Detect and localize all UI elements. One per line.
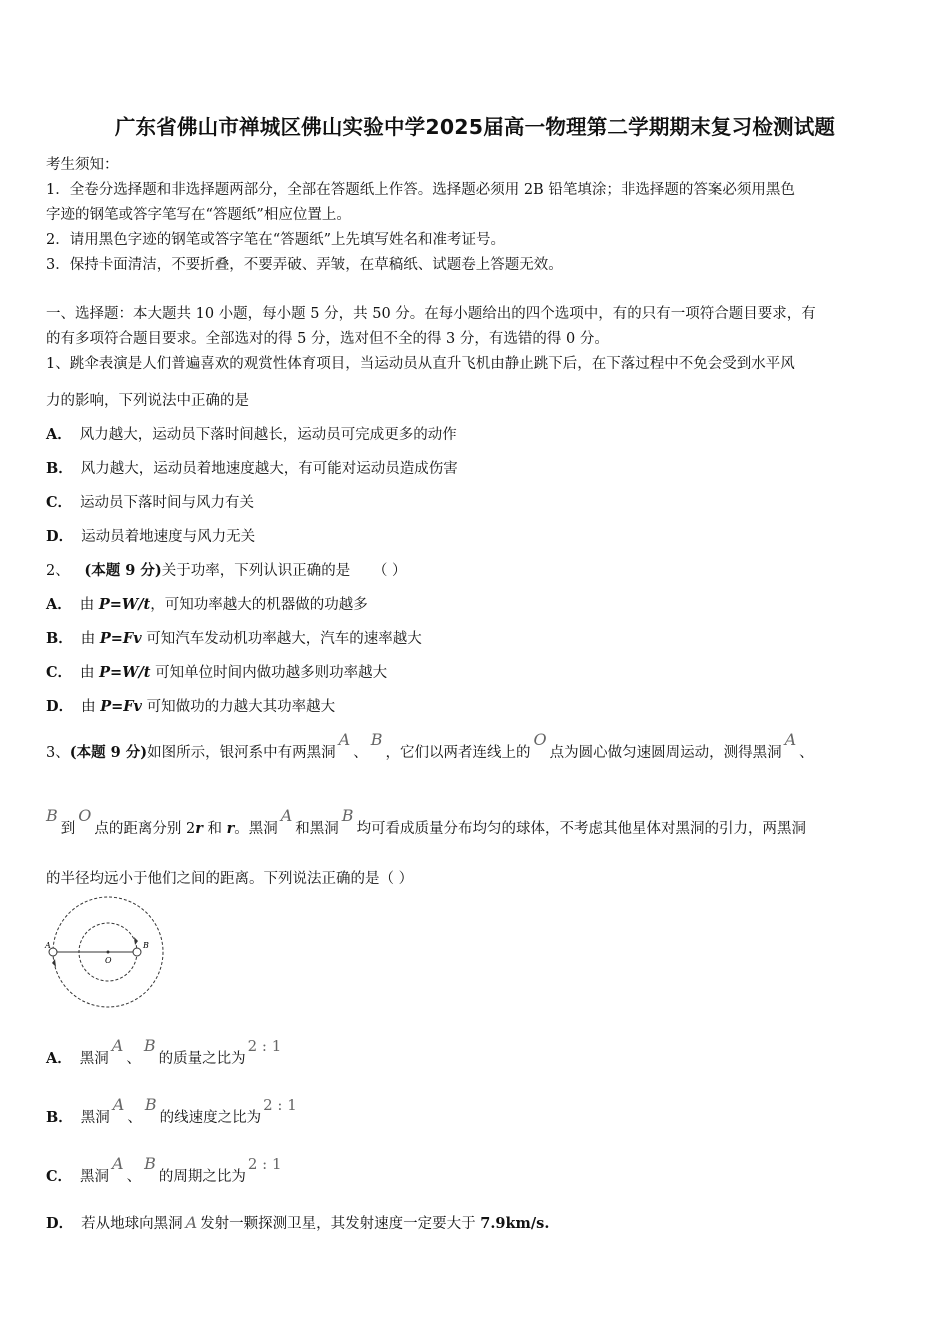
ratio: 2 : 1 bbox=[247, 1155, 282, 1173]
option-key: D． bbox=[46, 698, 74, 715]
arrow-b-icon bbox=[134, 937, 138, 945]
q1-option-c bbox=[46, 491, 254, 512]
var-a: A bbox=[111, 1036, 124, 1055]
notice-item-2: 2．请用黑色字迹的钢笔或答字笔在“答题纸”上先填写姓名和准考证号。 bbox=[46, 232, 506, 248]
q2-option-a bbox=[46, 593, 368, 614]
q2-option-d bbox=[46, 695, 335, 716]
option-text: 、 bbox=[126, 1169, 142, 1185]
q3-text: 、 bbox=[353, 745, 368, 761]
q1-stem-cont: 力的影响，下列说法中正确的是 bbox=[46, 393, 249, 409]
var-o: O bbox=[78, 806, 92, 825]
var-b: B bbox=[144, 1154, 156, 1173]
q3-stem-cont bbox=[46, 806, 807, 838]
var-b: B bbox=[143, 1036, 156, 1055]
var-r: r bbox=[226, 820, 235, 837]
q3-option-c bbox=[46, 1154, 282, 1186]
var-b: B bbox=[46, 806, 58, 825]
option-text: 由 bbox=[79, 597, 99, 613]
q1-stem: 1、跳伞表演是人们普遍喜欢的观赏性体育项目，当运动员从直升飞机由静止跳下后，在下落过程中不免会受到水平风 bbox=[46, 356, 795, 372]
option-text: 、 bbox=[127, 1110, 142, 1126]
q2-option-b bbox=[46, 627, 422, 648]
q3-number: 3、 bbox=[46, 745, 70, 761]
option-key: B． bbox=[46, 630, 73, 647]
var-a: A bbox=[280, 806, 293, 825]
q3-stem bbox=[46, 730, 814, 762]
option-text: 由 bbox=[80, 631, 100, 647]
option-text: 若从地球向黑洞 bbox=[81, 1216, 183, 1232]
q3-score: (本题 9 分) bbox=[69, 744, 148, 761]
option-text: 的质量之比为 bbox=[158, 1051, 246, 1067]
black-hole-b bbox=[133, 948, 141, 956]
var-b: B bbox=[341, 806, 354, 825]
option-key: A． bbox=[46, 1050, 72, 1067]
var-b: B bbox=[370, 730, 383, 749]
q1-option-b bbox=[46, 457, 458, 478]
option-key: A． bbox=[46, 426, 72, 443]
option-key: D． bbox=[46, 1215, 74, 1232]
option-text: ，可知功率越大的机器做的功越多 bbox=[150, 597, 368, 613]
q3-text: 和黑洞 bbox=[295, 821, 339, 837]
option-text: 的周期之比为 bbox=[158, 1169, 246, 1185]
option-text: 黑洞 bbox=[79, 1051, 109, 1067]
speed-value: 7.9km/s. bbox=[480, 1215, 550, 1232]
q3-text: 。黑洞 bbox=[234, 821, 278, 837]
option-key: B． bbox=[46, 460, 73, 477]
var-a: A bbox=[185, 1213, 198, 1232]
option-key: C． bbox=[46, 664, 73, 681]
notice-item-1-cont: 字迹的钢笔或答字笔写在“答题纸”相应位置上。 bbox=[46, 207, 351, 223]
q3-text: ，它们以两者连线上的 bbox=[385, 745, 531, 761]
notice-item-1: 1．全卷分选择题和非选择题两部分，全部在答题纸上作答。选择题必须用 2B 铅笔填涂；非选择题的答案必须用黑色 bbox=[46, 182, 795, 198]
option-text: 的线速度之比为 bbox=[159, 1110, 262, 1126]
q2-score: (本题 9 分) bbox=[84, 562, 162, 579]
arrow-a-icon bbox=[52, 959, 56, 967]
ratio: 2 : 1 bbox=[247, 1037, 282, 1055]
option-text: 可知汽车发动机功率越大，汽车的速率越大 bbox=[141, 631, 422, 647]
q3-text: 和 bbox=[207, 821, 222, 837]
var-r: r bbox=[195, 820, 203, 837]
var-a: A bbox=[112, 1095, 125, 1114]
q2-text: 关于功率，下列认识正确的是 bbox=[161, 563, 351, 579]
option-text: 发射一颗探测卫星，其发射速度一定要大于 bbox=[200, 1216, 481, 1232]
q2-answer-paren: （ ） bbox=[372, 563, 407, 579]
option-key: C． bbox=[46, 1168, 73, 1185]
option-text: 由 bbox=[81, 699, 101, 715]
section-instruction-cont: 的有多项符合题目要求。全部选对的得 5 分，选对但不全的得 3 分，有选错的得 0 分。 bbox=[46, 331, 609, 347]
option-text: 运动员下落时间与风力有关 bbox=[80, 495, 255, 511]
option-key: A． bbox=[46, 596, 72, 613]
section-instruction: 一、选择题：本大题共 10 小题，每小题 5 分，共 50 分。在每小题给出的四个选项中，有的只有一项符合题目要求，有 bbox=[46, 306, 816, 322]
formula: P=W/t bbox=[99, 664, 151, 681]
option-key: C． bbox=[46, 494, 73, 511]
page-title: 广东省佛山市禅城区佛山实验中学2025届高一物理第二学期期末复习检测试题 bbox=[114, 115, 836, 139]
label-a: A bbox=[45, 941, 51, 950]
option-text: 可知单位时间内做功越多则功率越大 bbox=[150, 665, 388, 681]
label-b: B bbox=[143, 941, 149, 950]
option-text: 黑洞 bbox=[80, 1110, 110, 1126]
q3-option-d bbox=[46, 1212, 549, 1233]
center-point bbox=[107, 951, 110, 954]
var-b: B bbox=[144, 1095, 157, 1114]
q3-text: 点的距离分别 2 bbox=[94, 821, 196, 837]
q1-option-d bbox=[46, 525, 255, 546]
formula: P=W/t bbox=[98, 596, 151, 613]
q2-option-c bbox=[46, 661, 387, 682]
q3-text: 点为圆心做匀速圆周运动，测得黑洞 bbox=[549, 745, 782, 761]
var-a: A bbox=[338, 730, 351, 749]
option-text: 运动员着地速度与风力无关 bbox=[81, 529, 256, 545]
formula: P=Fv bbox=[100, 698, 142, 715]
q2-number: 2、 bbox=[46, 563, 70, 579]
q3-option-a bbox=[46, 1036, 282, 1068]
var-a: A bbox=[784, 730, 797, 749]
q3-text: 、 bbox=[799, 745, 814, 761]
option-text: 由 bbox=[80, 665, 100, 681]
option-text: 黑洞 bbox=[80, 1169, 110, 1185]
formula: P=Fv bbox=[99, 630, 142, 647]
option-text: 风力越大，运动员着地速度越大，有可能对运动员造成伤害 bbox=[80, 461, 458, 477]
var-a: A bbox=[112, 1154, 124, 1173]
q3-text: 均可看成质量分布均匀的球体，不考虑其他星体对黑洞的引力，两黑洞 bbox=[356, 821, 807, 837]
q3-stem-end: 的半径均远小于他们之间的距离。下列说法正确的是（ ） bbox=[46, 871, 414, 887]
q3-option-b bbox=[46, 1095, 297, 1127]
q2-stem bbox=[46, 559, 406, 580]
orbit-diagram bbox=[40, 895, 175, 1015]
option-key: B． bbox=[46, 1109, 73, 1126]
option-text: 风力越大，运动员下落时间越长，运动员可完成更多的动作 bbox=[79, 427, 457, 443]
notice-heading: 考生须知： bbox=[46, 157, 119, 173]
option-text: 可知做功的力越大其功率越大 bbox=[141, 699, 336, 715]
option-text: 、 bbox=[126, 1051, 141, 1067]
q1-option-a bbox=[46, 423, 457, 444]
notice-item-3: 3．保持卡面清洁，不要折叠，不要弄破、弄皱，在草稿纸、试题卷上答题无效。 bbox=[46, 257, 563, 273]
label-o: O bbox=[105, 956, 112, 965]
option-key: D． bbox=[46, 528, 74, 545]
var-o: O bbox=[533, 730, 547, 749]
ratio: 2 : 1 bbox=[263, 1096, 297, 1114]
q3-text: 如图所示，银河系中有两黑洞 bbox=[147, 745, 336, 761]
q3-text: 到 bbox=[60, 821, 76, 837]
